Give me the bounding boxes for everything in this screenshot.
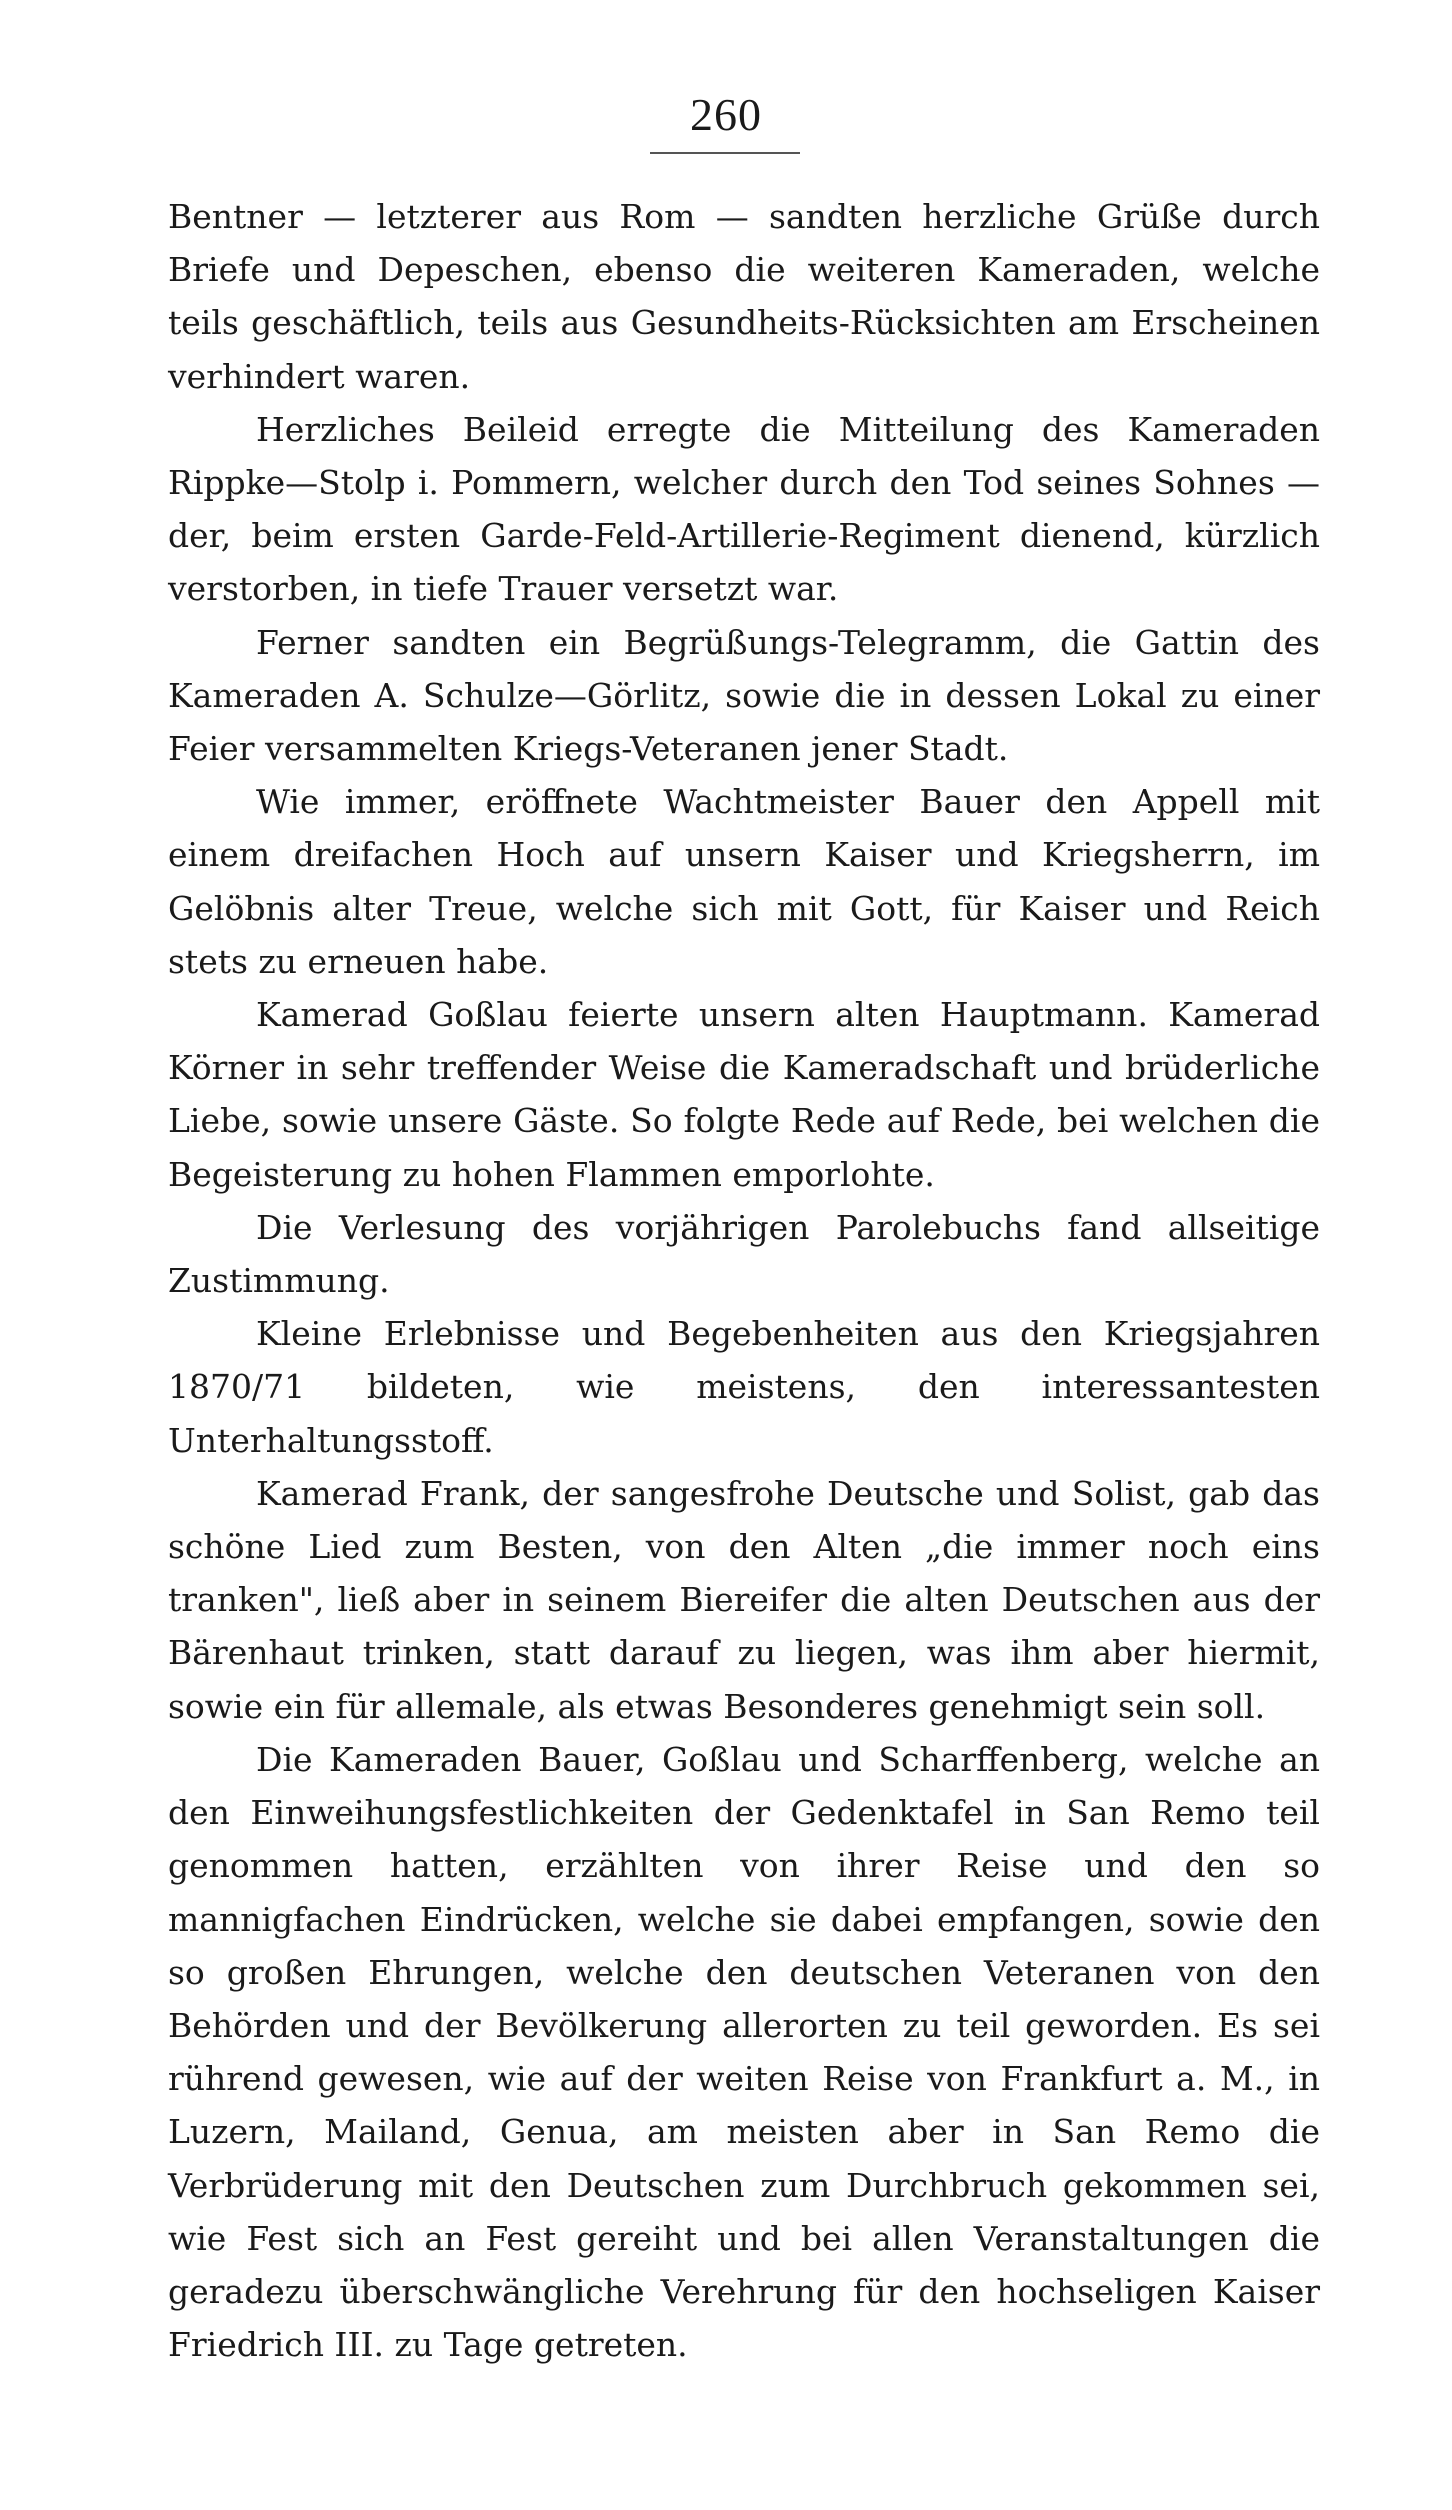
page-number: 260	[690, 89, 762, 140]
paragraph: Die Kameraden Bauer, Goßlau und Scharffenberg, welche an den Einweihungsfestlichkeiten der Gedenktafel in San Remo teil genommen hatten, erzählten von ihrer Reise und den so mannigfachen Eindrücken, welche sie dabei empfangen, sowie den so großen Ehrungen, welche den deutschen Veteranen von den Behörden und der Bevölkerung allerorten zu teil geworden. Es sei rührend gewesen, wie auf der weiten Reise von Frankfurt a. M., in Luzern, Mailand, Genua, am meisten aber in San Remo die Verbrüderung mit den Deutschen zum Durchbruch gekommen sei, wie Fest sich an Fest gereiht und bei allen Veranstaltungen die geradezu überschwängliche Verehrung für den hochseligen Kaiser Friedrich III. zu Tage getreten.	[168, 1739, 1320, 2365]
paragraph: Kleine Erlebnisse und Begebenheiten aus den Kriegsjahren 1870/71 bildeten, wie meistens, den interessantesten Unterhaltungsstoff.	[168, 1314, 1320, 1460]
paragraph: Bentner — letzterer aus Rom — sandten herzliche Grüße durch Briefe und Depeschen, ebenso die weiteren Kameraden, welche teils geschäftlich, teils aus Gesundheits-Rücksichten am Erscheinen verhindert waren.	[168, 197, 1320, 396]
paragraph: Kamerad Goßlau feierte unsern alten Hauptmann. Kamerad Körner in sehr treffender Weise die Kameradschaft und brüderliche Liebe, sowie unsere Gäste. So folgte Rede auf Rede, bei welchen die Begeisterung zu hohen Flammen emporlohte.	[168, 995, 1320, 1194]
body-text	[168, 190, 1320, 2371]
paragraph: Ferner sandten ein Begrüßungs-Telegramm, die Gattin des Kameraden A. Schulze—Görlitz, sowie die in dessen Lokal zu einer Feier versammelten Kriegs-Veteranen jener Stadt.	[168, 622, 1320, 769]
header-rule	[650, 152, 800, 154]
paragraph: Herzliches Beileid erregte die Mitteilung des Kameraden Rippke—Stolp i. Pommern, welcher durch den Tod seines Sohnes — der, beim ersten Garde-Feld-Artillerie-Regiment dienend, kürzlich verstorben, in tiefe Trauer versetzt war.	[168, 409, 1320, 609]
paragraph: Die Verlesung des vorjährigen Parolebuchs fand allseitige Zustimmung.	[168, 1207, 1320, 1301]
paragraph: Kamerad Frank, der sangesfrohe Deutsche und Solist, gab das schöne Lied zum Besten, von den Alten „die immer noch eins tranken", ließ aber in seinem Biereifer die alten Deutschen aus der Bärenhaut trinken, statt darauf zu liegen, was ihm aber hiermit, sowie ein für allemale, als etwas Besonderes genehmigt sein soll.	[168, 1473, 1320, 1726]
paragraph: Wie immer, eröffnete Wachtmeister Bauer den Appell mit einem dreifachen Hoch auf unsern Kaiser und Kriegsherrn, im Gelöbnis alter Treue, welche sich mit Gott, für Kaiser und Reich stets zu erneuen habe.	[168, 782, 1320, 981]
